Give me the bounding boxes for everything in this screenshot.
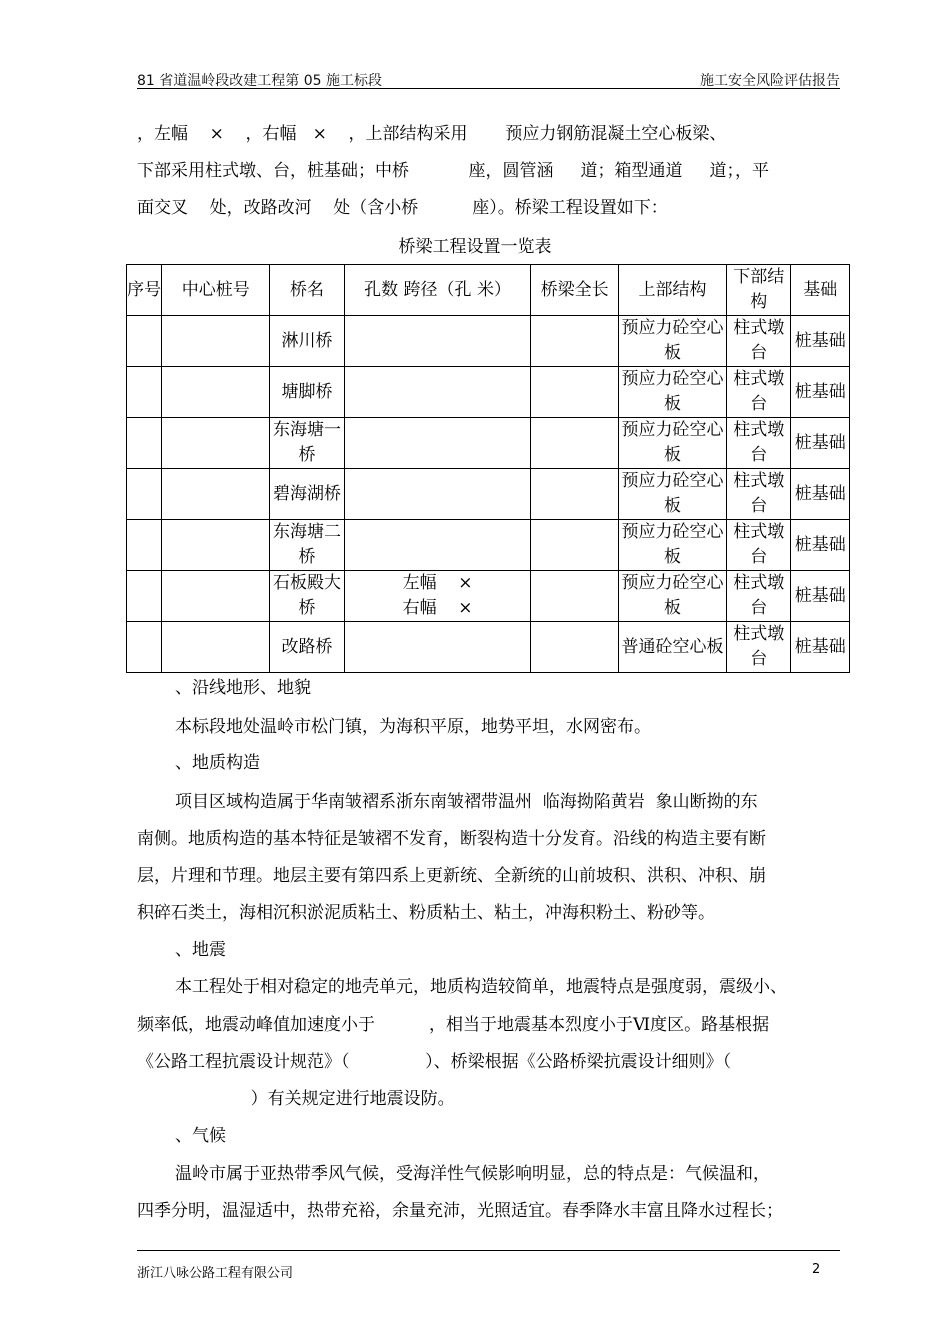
climate-heading: 、气候 xyxy=(175,1126,226,1146)
header-divider xyxy=(137,88,840,89)
cell-length xyxy=(531,316,619,367)
quake-heading: 、地震 xyxy=(175,940,226,960)
cell-seq xyxy=(127,418,162,469)
cell-superstructure: 预应力砼空心板 xyxy=(619,316,727,367)
footer-divider xyxy=(137,1250,840,1251)
geology-line-2: 南侧。地质构造的基本特征是皱褶不发育，断裂构造十分发育。沿线的构造主要有断 xyxy=(137,829,766,849)
terrain-body: 本标段地处温岭市松门镇，为海积平原，地势平坦，水网密布。 xyxy=(175,717,651,737)
cell-substructure: 柱式墩台 xyxy=(726,418,791,469)
bridge-table xyxy=(126,264,850,673)
cell-seq xyxy=(127,622,162,673)
cell-length xyxy=(531,418,619,469)
intro-line-3: 面交叉 处，改路改河 处（含小桥 座）。桥梁工程设置如下： xyxy=(137,198,668,218)
cell-span xyxy=(344,316,531,367)
terrain-heading: 、沿线地形、地貌 xyxy=(175,678,311,698)
cell-bridge-name: 东海塘一桥 xyxy=(270,418,345,469)
cell-station xyxy=(162,367,270,418)
cell-foundation: 桩基础 xyxy=(791,520,850,571)
cell-foundation: 桩基础 xyxy=(791,316,850,367)
cell-length xyxy=(531,571,619,622)
table-caption: 桥梁工程设置一览表 xyxy=(398,237,552,257)
cell-foundation: 桩基础 xyxy=(791,367,850,418)
quake-line-1: 本工程处于相对稳定的地壳单元，地质构造较简单，地震特点是强度弱，震级小、 xyxy=(175,977,787,997)
cell-seq xyxy=(127,469,162,520)
cell-superstructure: 预应力砼空心板 xyxy=(619,367,727,418)
footer-company: 浙江八咏公路工程有限公司 xyxy=(137,1266,294,1281)
table-row xyxy=(127,520,850,571)
cell-length xyxy=(531,520,619,571)
cell-bridge-name: 东海塘二桥 xyxy=(270,520,345,571)
cell-length xyxy=(531,367,619,418)
climate-line-1: 温岭市属于亚热带季风气候，受海洋性气候影响明显，总的特点是：气候温和， xyxy=(175,1164,770,1184)
cell-substructure: 柱式墩台 xyxy=(726,367,791,418)
cell-foundation: 桩基础 xyxy=(791,469,850,520)
table-row xyxy=(127,418,850,469)
table-row xyxy=(127,367,850,418)
cell-foundation: 桩基础 xyxy=(791,418,850,469)
cell-bridge-name: 塘脚桥 xyxy=(270,367,345,418)
climate-line-2: 四季分明，温湿适中，热带充裕，余量充沛，光照适宜。春季降水丰富且降水过程长； xyxy=(137,1201,783,1221)
cell-foundation: 桩基础 xyxy=(791,571,850,622)
header-project-title: 81 省道温岭段改建工程第 05 施工标段 xyxy=(137,73,382,89)
cell-superstructure: 预应力砼空心板 xyxy=(619,469,727,520)
cell-bridge-name: 淋川桥 xyxy=(270,316,345,367)
geology-line-4: 积碎石类土，海相沉积淤泥质粘土、粉质粘土、粘土，冲海积粉土、粉砂等。 xyxy=(137,903,715,923)
cell-station xyxy=(162,622,270,673)
header-span: 孔数 跨径（孔 米） xyxy=(344,265,531,316)
geology-line-3: 层，片理和节理。地层主要有第四系上更新统、全新统的山前坡积、洪积、冲积、崩 xyxy=(137,866,766,886)
page-number: 2 xyxy=(812,1262,821,1277)
cell-substructure: 柱式墩台 xyxy=(726,622,791,673)
cell-bridge-name: 石板殿大桥 xyxy=(270,571,345,622)
cell-substructure: 柱式墩台 xyxy=(726,469,791,520)
quake-line-4: ）有关规定进行地震设防。 xyxy=(175,1089,455,1109)
cell-seq xyxy=(127,571,162,622)
cell-seq xyxy=(127,367,162,418)
header-foundation: 基础 xyxy=(791,265,850,316)
cell-substructure: 柱式墩台 xyxy=(726,571,791,622)
cell-bridge-name: 改路桥 xyxy=(270,622,345,673)
table-row xyxy=(127,469,850,520)
cell-span xyxy=(344,367,531,418)
header-substructure: 下部结构 xyxy=(726,265,791,316)
cell-station xyxy=(162,418,270,469)
cell-superstructure: 普通砼空心板 xyxy=(619,622,727,673)
quake-line-3: 《公路工程抗震设计规范》（ ）、桥梁根据《公路桥梁抗震设计细则》（ xyxy=(137,1052,732,1072)
table-row xyxy=(127,622,850,673)
cell-span xyxy=(344,418,531,469)
cell-foundation: 桩基础 xyxy=(791,622,850,673)
header-superstructure: 上部结构 xyxy=(619,265,727,316)
cell-span xyxy=(344,622,531,673)
cell-span: 左幅 × 右幅 × xyxy=(344,571,531,622)
header-bridge-name: 桥名 xyxy=(270,265,345,316)
table-header-row xyxy=(127,265,850,316)
quake-line-2: 频率低，地震动峰值加速度小于 ，相当于地震基本烈度小于Ⅵ度区。路基根据 xyxy=(137,1015,770,1035)
cell-seq xyxy=(127,520,162,571)
cell-span xyxy=(344,520,531,571)
cell-substructure: 柱式墩台 xyxy=(726,316,791,367)
header-seq: 序号 xyxy=(127,265,162,316)
cell-seq xyxy=(127,316,162,367)
cell-bridge-name: 碧海湖桥 xyxy=(270,469,345,520)
intro-line-1: ，左幅 × ，右幅 × ，上部结构采用 预应力钢筋混凝土空心板梁、 xyxy=(137,124,727,144)
cell-superstructure: 预应力砼空心板 xyxy=(619,571,727,622)
table-row xyxy=(127,571,850,622)
intro-line-2: 下部采用柱式墩、台，桩基础；中桥 座，圆管涵 道；箱型通道 道；，平 xyxy=(137,161,769,181)
cell-station xyxy=(162,469,270,520)
geology-line-1: 项目区域构造属于华南皱褶系浙东南皱褶带温州 临海拗陷黄岩 象山断拗的东 xyxy=(175,792,758,812)
cell-length xyxy=(531,469,619,520)
cell-station xyxy=(162,316,270,367)
cell-superstructure: 预应力砼空心板 xyxy=(619,418,727,469)
table-row xyxy=(127,316,850,367)
cell-span xyxy=(344,469,531,520)
geology-heading: 、地质构造 xyxy=(175,753,260,773)
header-station: 中心桩号 xyxy=(162,265,270,316)
cell-station xyxy=(162,520,270,571)
header-length: 桥梁全长 xyxy=(531,265,619,316)
cell-substructure: 柱式墩台 xyxy=(726,520,791,571)
header-report-title: 施工安全风险评估报告 xyxy=(700,73,840,89)
cell-station xyxy=(162,571,270,622)
cell-length xyxy=(531,622,619,673)
cell-superstructure: 预应力砼空心板 xyxy=(619,520,727,571)
